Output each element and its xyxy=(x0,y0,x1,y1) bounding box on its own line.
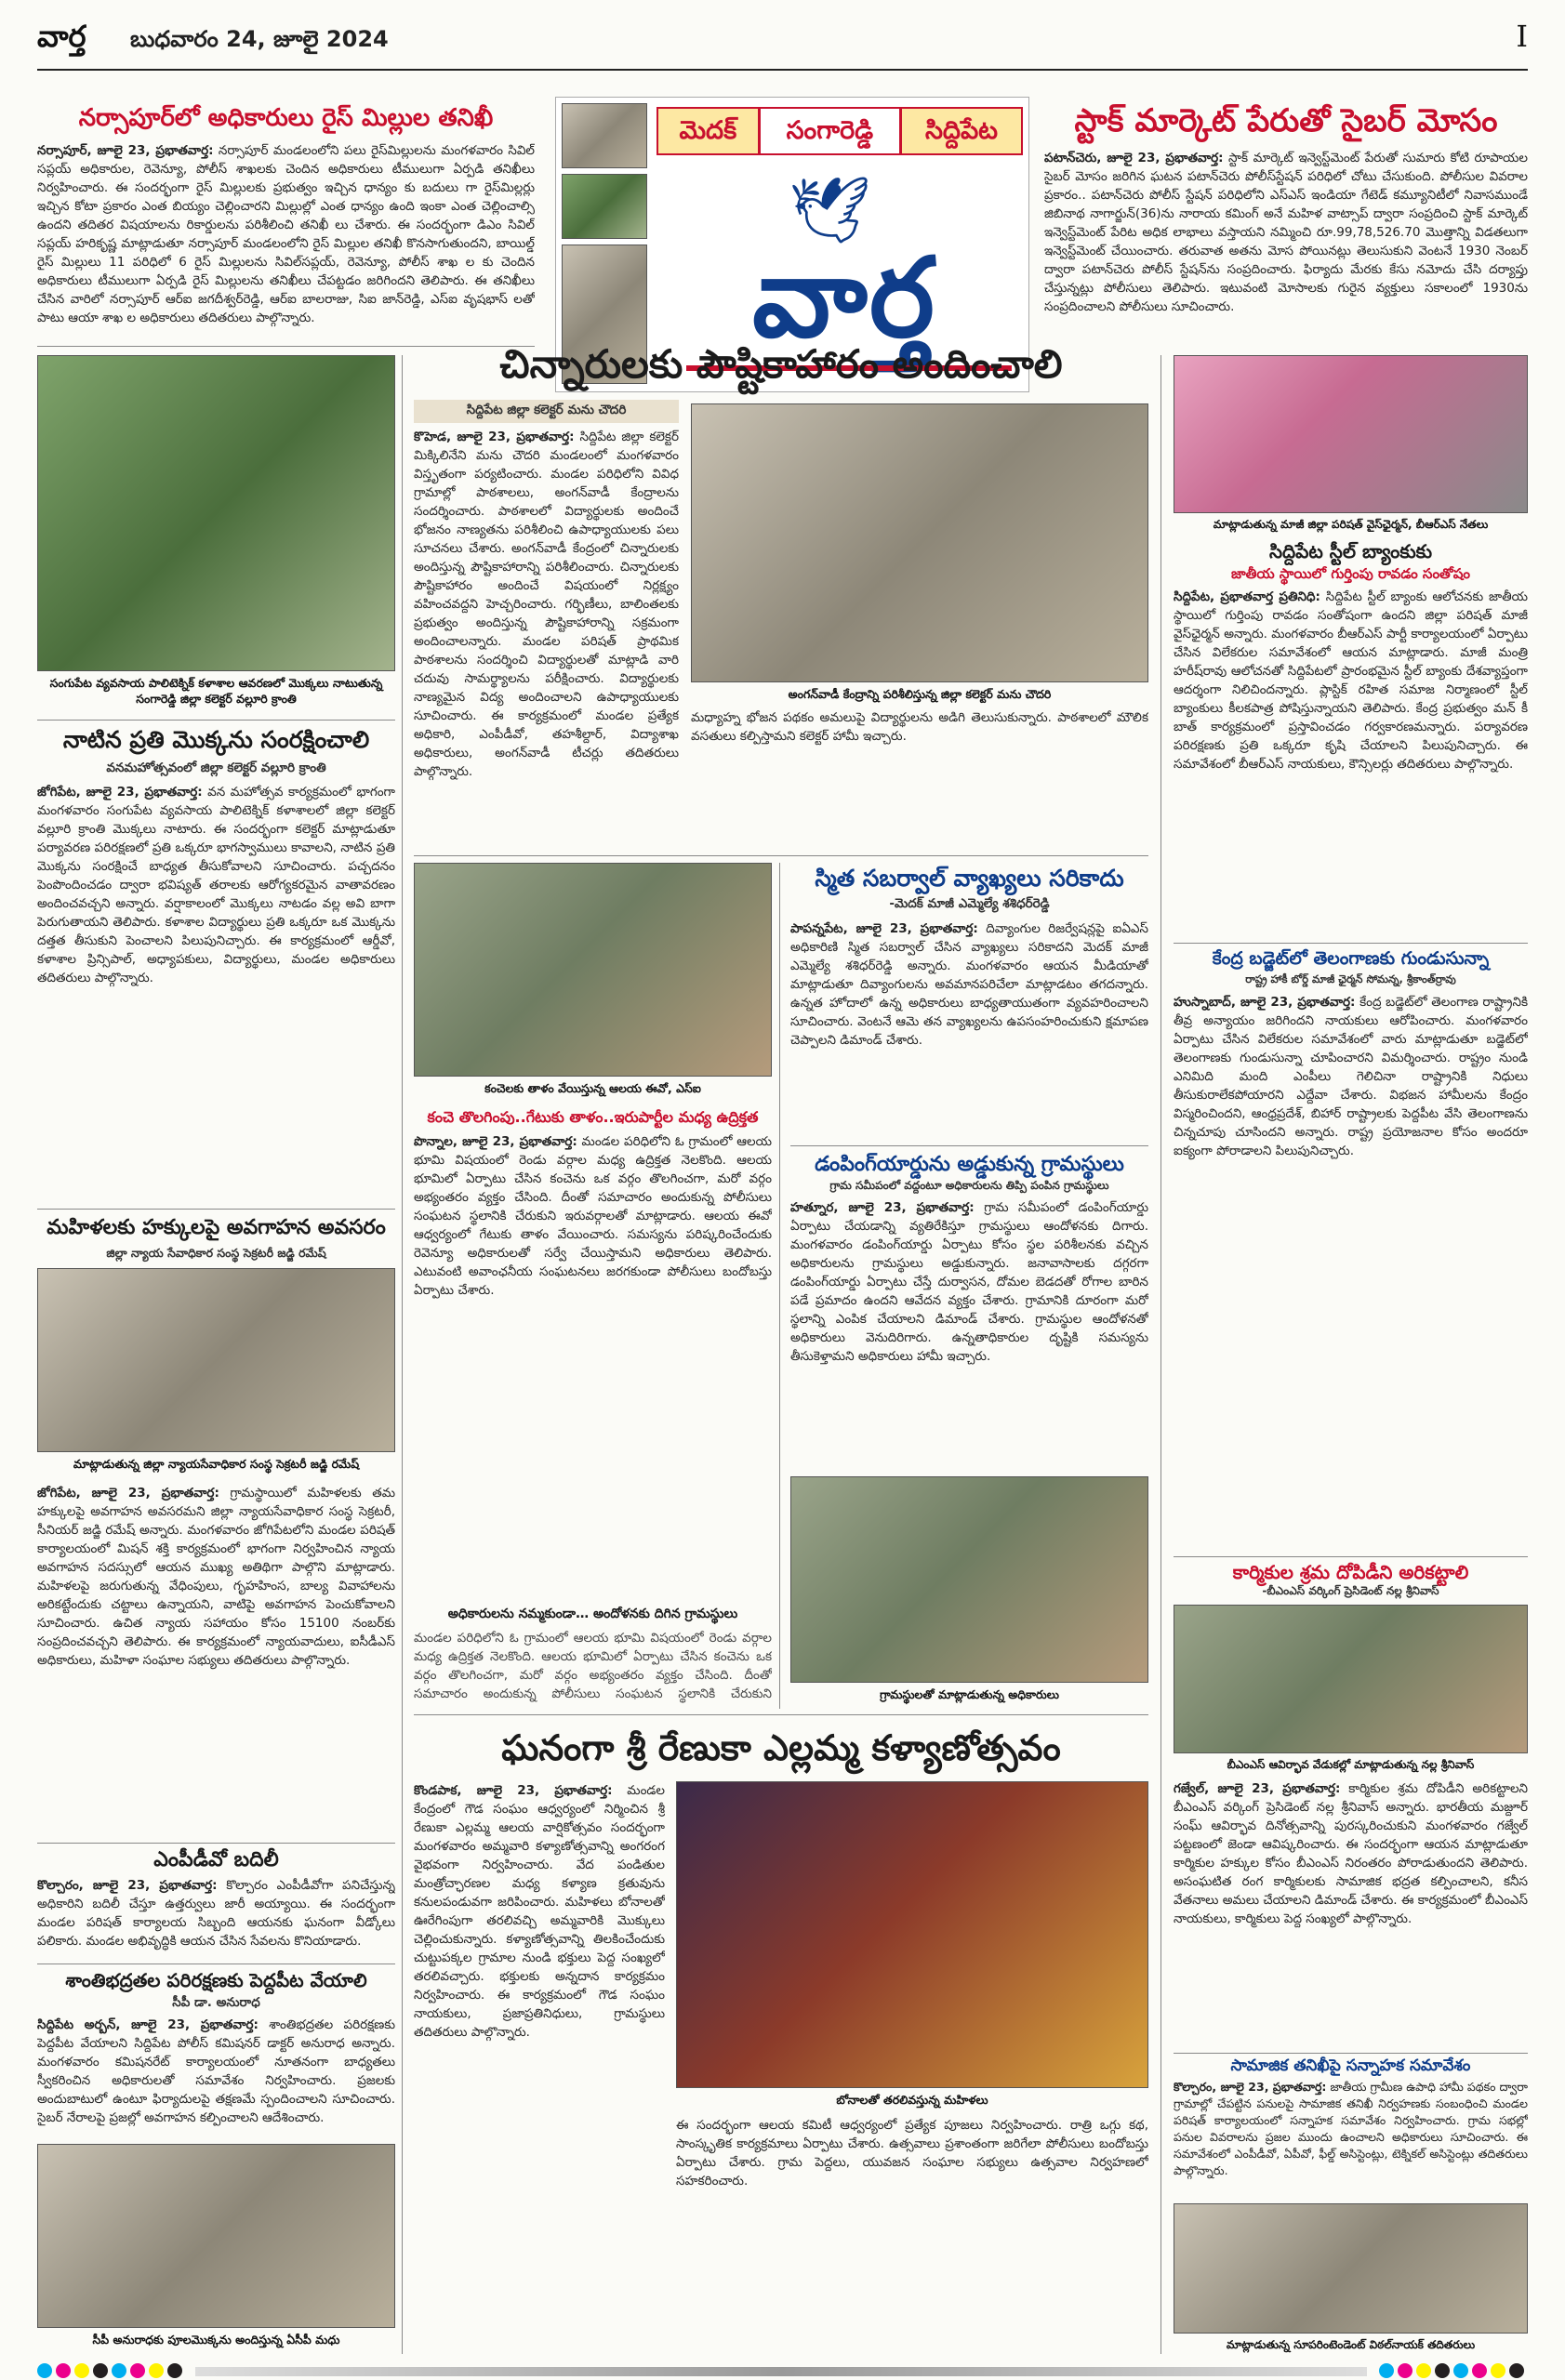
women-photo xyxy=(37,1268,395,1452)
article-body-2: ఈ సందర్భంగా ఆలయ కమిటీ ఆధ్వర్యంలో ప్రత్యేక పూజలు నిర్వహించారు. రాత్రి ఒగ్గు కథ, సాంస్కృతిక కార్యక్రమాలు ఏర్పాటు చేశారు. ఉత్సవాలు ప్రశాంతంగా జరిగేలా పోలీసులు బందోబస్తు ఏర్పాటు చేశారు. గ్రామ పెద్దలు, యువజన సంఘాల సభ్యులు ఉత్సవాల నిర్వహణలో సహకరించారు. xyxy=(676,2118,1148,2188)
center-rule-2 xyxy=(790,1145,1148,1146)
dumping-headline: డంపింగ్‌యార్డును అడ్డుకున్న గ్రామస్థులు xyxy=(815,1153,1124,1176)
tag-medak: మెదక్ xyxy=(658,109,758,153)
right-column xyxy=(1174,355,1528,2359)
article-body: కొల్చారం ఎంపీడీవోగా పనిచేస్తున్న అధికారిని బదిలీ చేస్తూ ఉత్తర్వులు జారీ అయ్యాయి. ఈ సందర్భంగా మండల పరిషత్ కార్యాలయ సిబ్బంది ఆయనకు ఘనంగా వీడ్కోలు పలికారు. మండల అభివృద్ధికి ఆయన చేసిన సేవలను కొనియాడారు. xyxy=(37,1878,395,1949)
dumping-subhead: గ్రామ సమీపంలో వద్దంటూ అధికారులను తిప్పి పంపిన గ్రామస్థులు xyxy=(829,1179,1109,1192)
article-body: మండల కేంద్రంలో గౌడ సంఘం ఆధ్వర్యంలో నిర్మించిన శ్రీ రేణుకా ఎల్లమ్మ ఆలయ వార్షికోత్సవం సందర్భంగా మంగళవారం అమ్మవారి కళ్యాణోత్సవాన్ని అంగరంగ వైభవంగా నిర్వహించారు. వేద పండితుల మంత్రోచ్ఛారణల మధ్య కళ్యాణ క్రతువును కనులపండువగా జరిపించారు. మహిళలు బోనాలతో ఊరేగింపుగా తరలివచ్చి అమ్మవారికి మొక్కులు చెల్లించుకున్నారు. కళ్యాణోత్సవాన్ని తిలకించేందుకు చుట్టుపక్కల గ్రామాల నుండి భక్తులు పెద్ద సంఖ్యలో తరలివచ్చారు. భక్తులకు అన్నదాన కార్యక్రమం నిర్వహించారు. ఈ కార్యక్రమంలో గౌడ సంఘం నాయకులు, ప్రజాప్రతినిధులు, గ్రామస్థులు తదితరులు పాల్గొన్నారు. xyxy=(414,1783,665,2040)
article-body: సిద్దిపేట స్టీల్ బ్యాంకు ఆలోచనకు జాతీయ స్థాయిలో గుర్తింపు రావడం సంతోషంగా ఉందని జిల్లా పరిషత్ మాజీ వైస్‌ఛైర్మన్ అన్నారు. మంగళవారం బీఆర్ఎస్ పార్టీ కార్యాలయంలో ఏర్పాటు చేసిన విలేకరుల సమావేశంలో ఆయన మాట్లాడారు. మాజీ మంత్రి హరీష్‌రావు ఆలోచనతో సిద్దిపేటలో ప్రారంభమైన స్టీల్ బ్యాంకు దేశవ్యాప్తంగా ఆదర్శంగా నిలిచిందన్నారు. ప్లాస్టిక్ రహిత సమాజ నిర్మాణంలో స్టీల్ బ్యాంకులు కీలకపాత్ర పోషిస్తున్నాయని తెలిపారు. కేంద్ర ప్రభుత్వం మన్ కీ బాత్ కార్యక్రమంలో ప్రస్తావించడం గర్వకారణమన్నారు. పర్యావరణ పరిరక్షణకు ప్రతి ఒక్కరూ కృషి చేయాలని పిలుపునిచ్చారు. ఈ సమావేశంలో బీఆర్ఎస్ నాయకులు, కౌన్సిలర్లు తదితరులు పాల్గొన్నారు. xyxy=(1174,589,1528,772)
fence-subhead-2: అధికారులను నమ్మకుండా… అందోళనకు దిగిన గ్రామస్థులు xyxy=(447,1606,738,1621)
dumping-photo-caption: గ్రామస్థులతో మాట్లాడుతున్న అధికారులు xyxy=(880,1687,1059,1701)
brs-headline-2: జాతీయ స్థాయిలో గుర్తింపు రావడం సంతోషం xyxy=(1230,565,1470,582)
article-body: దివ్యాంగుల రిజర్వేషన్లపై ఐఏఎస్ అధికారిణి స్మిత సబర్వాల్ చేసిన వ్యాఖ్యలు సరికాదని మెదక్ మాజీ ఎమ్మెల్యే శశిధర్‌రెడ్డి అన్నారు. మంగళవారం ఆయన మీడియాతో మాట్లాడుతూ దివ్యాంగులను అవమానపరిచేలా మాట్లాడటం తగదన్నారు. ఉన్నత హోదాలో ఉన్న అధికారులు బాధ్యతాయుతంగా వ్యవహరించాలని సూచించారు. వెంటనే ఆమె తన వ్యాఖ్యలను ఉపసంహరించుకుని క్షమాపణ చెప్పాలని డిమాండ్ చేశారు. xyxy=(790,921,1148,1048)
article-body: మండల పరిధిలోని ఓ గ్రామంలో ఆలయ భూమి విషయంలో రెండు వర్గాల మధ్య ఉద్రిక్తత నెలకొంది. ఆలయ భూమిలో ఏర్పాటు చేసిన కంచెను ఒక వర్గం తొలగించగా, మరో వర్గం అభ్యంతరం వ్యక్తం చేసింది. దీంతో సమాచారం అందుకున్న పోలీసులు సంఘటన స్థలానికి చేరుకుని ఇరువర్గాలతో మాట్లాడారు. ఆలయ ఈవో ఆధ్వర్యంలో గేటుకు తాళం వేయించారు. సమస్యను పరిష్కరించేందుకు రెవెన్యూ అధికారులతో సర్వే చేయిస్తామని అధికారులు తెలిపారు. ఎటువంటి అవాంఛనీయ సంఘటనలు జరగకుండా పోలీసులు బందోబస్తు ఏర్పాటు చేశారు. xyxy=(414,1134,772,1298)
black-dot xyxy=(1435,2363,1450,2378)
social-photo-caption: మాట్లాడుతున్న సూపరింటెండెంట్ విఠల్‌నాయక్ తదితరులు xyxy=(1226,2338,1476,2351)
article-body: జాతీయ గ్రామీణ ఉపాధి హామీ పథకం ద్వారా గ్రామాల్లో చేపట్టిన పనులపై సామాజిక తనిఖీ నిర్వహణకు సంబంధించి మండల పరిషత్ కార్యాలయంలో సన్నాహక సమావేశం నిర్వహించారు. గ్రామ సభల్లో పనుల వివరాలను ప్రజల ముందు ఉంచాలని అధికారులు సూచించారు. ఈ సమావేశంలో ఎంపీడీవో, ఏపీవో, ఫీల్డ్ అసిస్టెంట్లు, టెక్నికల్ అసిస్టెంట్లు తదితరులు పాల్గొన్నారు. xyxy=(1174,2080,1528,2177)
center-rule-1 xyxy=(414,855,1148,856)
registration-dots-left xyxy=(37,2363,186,2380)
dateline: పటాన్‌చెరు, జూలై 23, ప్రభాతవార్త: xyxy=(1044,151,1224,165)
renuka-photo-caption: బోనాలతో తరలివస్తున్న మహిళలు xyxy=(836,2093,988,2107)
header-rule xyxy=(37,69,1528,71)
tag-siddipet: సిద్దిపేట xyxy=(902,109,1021,153)
subhead: సిద్దిపేట జిల్లా కలెక్టర్ మను చౌదరి xyxy=(414,400,679,423)
dove-icon: 🕊 xyxy=(789,172,871,248)
law-photo xyxy=(37,2144,395,2328)
magenta-dot xyxy=(56,2363,71,2378)
footer-color-bar xyxy=(37,2363,1528,2380)
grey-bar xyxy=(195,2367,1367,2376)
rule xyxy=(1174,943,1528,944)
social-headline: సామాజిక తనిఖీపై సన్నాహక సమావేశం xyxy=(1230,2056,1471,2075)
magenta-dot xyxy=(1398,2363,1412,2378)
smita-subhead: -మెదక్ మాజీ ఎమ్మెల్యే శశిధర్‌రెడ్డి xyxy=(889,896,1050,911)
black-dot xyxy=(1509,2363,1524,2378)
rule xyxy=(37,1843,395,1844)
law-subhead: సీపీ డా. అనురాధ xyxy=(172,1995,260,2010)
headline: చిన్నారులకు పౌష్టికాహారం అందించాలి xyxy=(499,341,1063,387)
cyan-dot xyxy=(37,2363,52,2378)
brs-photo xyxy=(1174,355,1528,513)
fence-headline: కంచె తొలగింపు..గేటుకు తాళం..ఇరుపార్టీల మధ్య ఉద్రిక్తత xyxy=(427,1108,759,1126)
dateline: పొన్నాల, జూలై 23, ప్రభాతవార్త: xyxy=(414,1134,577,1149)
nutrition-photo-caption: అంగన్‌వాడీ కేంద్రాన్ని పరిశీలిస్తున్న జిల్లా కలెక్టర్ మను చౌదరి xyxy=(788,687,1052,701)
dateline: కొండపాక, జూలై 23, ప్రభాతవార్త: xyxy=(414,1783,613,1798)
brs-headline: సిద్దిపేట స్టీల్ బ్యాంకుకు xyxy=(1269,540,1432,562)
magenta-dot xyxy=(1472,2363,1487,2378)
plants-photo xyxy=(37,355,395,671)
dateline: కొహెడ, జూలై 23, ప్రభాతవార్త: xyxy=(414,430,575,444)
dateline: సిద్దిపేట, ప్రభాతవార్త ప్రతినిధి: xyxy=(1174,589,1320,604)
dateline: పాపన్నపేట, జూలై 23, ప్రభాతవార్త: xyxy=(790,921,978,936)
renuka-photo xyxy=(676,1781,1148,2088)
plants-subhead: వనమహోత్సవంలో జిల్లా కలెక్టర్ వల్లూరి క్రాంతి xyxy=(106,760,326,775)
article-body: గ్రామస్థాయిలో మహిళలకు తమ హక్కులపై అవగాహన అవసరమని జిల్లా న్యాయసేవాధికార సంస్థ సెక్రటరీ, సీనియర్ జడ్జి రమేష్ అన్నారు. మంగళవారం జోగిపేటలోని మండల పరిషత్ కార్యాలయంలో మిషన్ శక్తి కార్యక్రమంలో భాగంగా నిర్వహించిన న్యాయ అవగాహన సదస్సులో ఆయన ముఖ్య అతిథిగా పాల్గొని మాట్లాడారు. మహిళలపై జరుగుతున్న వేధింపులు, గృహహింస, బాల్య వివాహాలను అరికట్టేందుకు చట్టాలు ఉన్నాయని, వాటిపై అవగాహన పెంచుకోవాలని సూచించారు. ఉచిత న్యాయ సహాయం కోసం 15100 నంబర్‌కు సంప్రదించవచ్చని తెలిపారు. ఈ కార్యక్రమంలో న్యాయవాదులు, ఐసీడీఎస్ అధికారులు, మహిళా సంఘాల సభ్యులు తదితరులు పాల్గొన్నారు. xyxy=(37,1486,395,1668)
yellow-dot xyxy=(149,2363,164,2378)
brs-photo-caption: మాట్లాడుతున్న మాజీ జిల్లా పరిషత్ వైస్‌ఛైర్మన్, బీఆర్ఎస్ నేతలు xyxy=(1213,518,1489,531)
story-renuka xyxy=(414,1720,1148,2357)
story-smita xyxy=(790,863,1148,1142)
left-column xyxy=(37,355,395,2359)
page-header xyxy=(37,17,1528,69)
rule xyxy=(1174,1556,1528,1557)
masthead-small: వార్త xyxy=(37,19,86,54)
dateline: జోగిపేట, జూలై 23, ప్రభాతవార్త: xyxy=(37,1486,219,1501)
column-rule-2 xyxy=(779,863,780,1709)
women-photo-caption: మాట్లాడుతున్న జిల్లా న్యాయసేవాధికార సంస్థ సెక్రటరీ జడ్జి రమేష్ xyxy=(73,1457,360,1471)
nutrition-photo xyxy=(691,403,1148,682)
renuka-headline: ఘనంగా శ్రీ రేణుకా ఎల్లమ్మ కళ్యాణోత్సవం xyxy=(501,1727,1061,1768)
article-body: స్టాక్ మార్కెట్ ఇన్వెస్ట్‌మెంట్ పేరుతో సుమారు కోటి రూపాయల సైబర్ మోసం జరిగిన ఘటన పటాన్‌చెరు పోలీస్‌స్టేషన్ పరిధిలో చోటు చేసుకుంది. పోలీసుల వివరాల ప్రకారం.. పటాన్‌చెరు పోలీస్ స్టేషన్ పరిధిలోని ఎస్‌ఎస్ ఇండియా గేటెడ్ కమ్యూనిటీలో నివాసముండే జిబి‌నాథ నాగార్జున్(36)ను నారాయ కమింగ్ అనే మహిళ వాట్సాప్ ద్వారా సంప్రదించి స్టాక్ మార్కెట్ ఇన్వెస్ట్‌మెంట్ పేరిట అధిక లాభాలు వస్తాయని నమ్మించి రూ.99,78,526.70 మొత్తాన్ని విడతలుగా ఇన్వెస్ట్‌మెంట్ చేయించారు. తరువాత అతను మోస పోయినట్లు తెలుసుకుని వెంటనే 1930 నెంబర్ ద్వారా పటాన్‌చెరు పోలీస్ స్టేషన్‌ను సంప్రదించారు. ఫిర్యాదు మేరకు కేసు నమోదు చేసి దర్యాప్తు చేస్తున్నట్లు పోలీసులు తెలిపారు. ఇటువంటి మోసాలకు గురైన వ్యక్తులు సకాలంలో 1930ను సంప్రదించాలని పోలీసులు సూచించారు. xyxy=(1044,151,1528,314)
yellow-dot xyxy=(1416,2363,1431,2378)
column-rule-1 xyxy=(402,355,403,2354)
page-dateline: బుధవారం 24, జూలై 2024 xyxy=(130,26,389,52)
plants-photo-caption: సంగుపేట వ్యవసాయ పాలిటెక్నిక్ కళాశాల ఆవరణలో మొక్కలు నాటుతున్న సంగారెడ్డి జిల్లా కలెక్టర్ వల్లూరి క్రాంతి xyxy=(49,676,383,706)
smita-headline: స్మిత సబర్వాల్ వ్యాఖ్యలు సరికాదు xyxy=(815,865,1124,892)
story-nutrition xyxy=(414,337,1148,857)
temple-photo-1 xyxy=(562,103,647,168)
brand-logo: వార్త xyxy=(752,233,936,362)
page-number: I xyxy=(1516,19,1528,54)
tag-sangareddy: సంగారెడ్డి xyxy=(758,109,902,153)
center-rule-3 xyxy=(414,1714,1148,1715)
dateline: హత్నూర, జూలై 23, ప్రభాతవార్త: xyxy=(790,1200,975,1215)
article-body: కార్మికుల శ్రమ దోపిడీని అరికట్టాలని బీఎంఎస్ వర్కింగ్ ప్రెసిడెంట్ నల్ల శ్రీనివాస్ అన్నారు. భారతీయ మజ్దూర్ సంఘ్ ఆవిర్భావ దినోత్సవాన్ని పురస్కరించుకుని మంగళవారం గజ్వేల్ పట్టణంలో జెండా ఆవిష్కరించారు. ఈ సందర్భంగా ఆయన మాట్లాడుతూ కార్మికుల హక్కుల కోసం బీఎంఎస్ నిరంతరం పోరాడుతుందని తెలిపారు. అసంఘటిత రంగ కార్మికులకు సామాజిక భద్రత కల్పించాలని, కనీస వేతనాలు అమలు చేయాలని డిమాండ్ చేశారు. ఈ కార్యక్రమంలో బీఎంఎస్ నాయకులు, కార్మికులు పెద్ద సంఖ్యలో పాల్గొన్నారు. xyxy=(1174,1781,1528,1926)
yellow-dot xyxy=(1491,2363,1505,2378)
article-body: సిద్దిపేట జిల్లా కలెక్టర్ మిక్కిలినేని మను చౌదరి మండలంలో మంగళవారం విస్తృతంగా పర్యటించారు. మండల పరిధిలోని వివిధ గ్రామాల్లో పాఠశాలలు, అంగన్‌వాడీ కేంద్రాలను సందర్శించారు. పాఠశాలలో విద్యార్థులకు అందించే భోజనం నాణ్యతను పరిశీలించి ఉపాధ్యాయులకు పలు సూచనలు చేశారు. అంగన్‌వాడీ కేంద్రంలో చిన్నారులకు అందిస్తున్న పౌష్టికాహారాన్ని పరిశీలించారు. చిన్నారులకు పౌష్టికాహారం అందించే విషయంలో నిర్లక్ష్యం వహించవద్దని హెచ్చరించారు. గర్భిణీలు, బాలింతలకు ప్రభుత్వం అందిస్తున్న పౌష్టికాహారాన్ని సక్రమంగా అందించాలన్నారు. మండల పరిషత్ ప్రాథమిక పాఠశాలను సందర్శించి విద్యార్థులతో మాట్లాడి వారి చదువు సామర్థ్యాలను పరీక్షించారు. విద్యార్థులకు నాణ్యమైన విద్య అందించాలని ఉపాధ్యాయులకు సూచించారు. ఈ కార్యక్రమంలో మండల ప్రత్యేక అధికారి, ఎంపీడీవో, తహశీల్దార్, విద్యాశాఖ అధికారులు, అంగన్‌వాడీ టీచర్లు తదితరులు పాల్గొన్నారు. xyxy=(414,430,679,779)
law-photo-caption: సీపీ అనురాధకు పూలమొక్కను అందిస్తున్న ఏసీపీ మధు xyxy=(92,2333,340,2347)
rule xyxy=(37,720,395,721)
story-fence xyxy=(414,863,772,1709)
dateline: సిద్దిపేట అర్బన్, జూలై 23, ప్రభాతవార్త: xyxy=(37,2017,259,2032)
article-tail: మధ్యాహ్న భోజన పథకం అమలుపై విద్యార్థులను అడిగి తెలుసుకున్నారు. పాఠశాలలో మౌలిక వసతులు కల్పిస్తామని కలెక్టర్ హామీ ఇచ్చారు. xyxy=(691,710,1148,744)
women-headline: మహిళలకు హక్కులపై అవగాహన అవసరం xyxy=(46,1216,386,1239)
article-body: కేంద్ర బడ్జెట్‌లో తెలంగాణ రాష్ట్రానికి తీవ్ర అన్యాయం జరిగిందని నాయకులు ఆరోపించారు. మంగళవారం ఏర్పాటు చేసిన విలేకరుల సమావేశంలో వారు మాట్లాడుతూ బడ్జెట్‌లో తెలంగాణకు గుండుసున్నా చూపించారని విమర్శించారు. రాష్ట్రం నుండి ఎనిమిది మంది ఎంపీలు గెలిచినా రాష్ట్రానికి నిధులు తీసుకురాలేకపోయారని ఎద్దేవా చేశారు. విభజన హామీలను కేంద్రం విస్మరించిందని, ఆంధ్రప్రదేశ్, బిహార్ రాష్ట్రాలకు పెద్దపీట వేసి తెలంగాణను చిన్నచూపు చూసిందని అన్నారు. రాష్ట్ర ప్రయోజనాల కోసం అందరూ ఐక్యంగా పోరాడాలని పిలుపునిచ్చారు. xyxy=(1174,995,1528,1158)
dateline: హుస్నాబాద్, జూలై 23, ప్రభాతవార్త: xyxy=(1174,995,1356,1010)
rule xyxy=(1174,2053,1528,2054)
headline: నర్సాపూర్‌లో అధికారులు రైస్ మిల్లుల తనిఖీ xyxy=(78,104,494,132)
headline: స్టాక్ మార్కెట్ పేరుతో సైబర్ మోసం xyxy=(1074,102,1498,139)
dateline: జోగిపేట, జూలై 23, ప్రభాతవార్త: xyxy=(37,785,203,800)
labour-headline: కార్మికుల శ్రమ దోపిడీని అరికట్టాలి xyxy=(1232,1561,1469,1583)
cyan-dot xyxy=(1453,2363,1468,2378)
yellow-dot xyxy=(74,2363,89,2378)
dateline: నర్సాపూర్, జూలై 23, ప్రభాతవార్త: xyxy=(37,143,214,158)
dumping-photo xyxy=(790,1476,1148,1683)
article-body: నర్సాపూర్ మండలంలోని పలు రైస్‌మిల్లులను మంగళవారం సివిల్ సప్లయ్ అధికారుల, రెవెన్యూ, పోలీస్ శాఖలకు చెందిన అధికారులు టీములుగా ఏర్పడి తనిఖీలు నిర్వహించారు. ఈ సందర్భంగా రైస్ మిల్లులకు ప్రభుత్వం ఇచ్చిన ధాన్యం కు బదులు గా రైస్‌మిల్లర్లు ఇచ్చిన కోటా ప్రకారం ఎంత బియ్యం చెల్లించారని మిల్లుల్లో ఎంత ధాన్యం ఉంది ఇంకా ఎంత చెల్లించాల్సి ఉందని తదితర విషయాలను రికార్డులను పరిశీలించి తనిఖీ లు చేశారు. ఈ సందర్భంగా డిఎం సివిల్ సప్లయ్ హరికృష్ణ మాట్లాడుతూ నర్సాపూర్ మండలంలోని రైస్ మిల్లుల తనిఖీ కొనసాగుతుందని, బాయిల్డ్ రైస్ మిల్లులు 11 పరిధిలో 6 రైస్ మిల్లులను సివిల్‌సప్లయ్, రెవెన్యూ, పోలీస్ శాఖ ల కు చెందిన అధికారులు టీములుగా ఏర్పడి రైస్ మిల్లులను తనిఖీలు చేపట్టడం జరిగిందని తెలిపారు. ఈ తనిఖీలు చేసిన వారిలో నర్సాపూర్ ఆర్ఐ జగదీశ్వర్‌రెడ్డి, ఆర్ఐ బాలరాజు, సిఐ జాన్‌రెడ్డి, ఎస్ఐ వృషభాస్ లతో పాటు ఆయా శాఖ ల అధికారులు తదితరులు పాల్గొన్నారు. xyxy=(37,143,535,325)
article-body-continued: మండల పరిధిలోని ఓ గ్రామంలో ఆలయ భూమి విషయంలో రెండు వర్గాల మధ్య ఉద్రిక్తత నెలకొంది. ఆలయ భూమిలో ఏర్పాటు చేసిన కంచెను ఒక వర్గం తొలగించగా, మరో వర్గం అభ్యంతరం వ్యక్తం చేసింది. దీంతో సమాచారం అందుకున్న పోలీసులు సంఘటన స్థలానికి చేరుకుని xyxy=(414,1631,772,1701)
labour-photo-caption: బీఎంఎస్ ఆవిర్భావ వేడుకల్లో మాట్లాడుతున్న నల్ల శ్రీనివాస్ xyxy=(1227,1758,1475,1771)
district-tags xyxy=(657,107,1023,155)
article-body: వన మహోత్సవ కార్యక్రమంలో భాగంగా మంగళవారం సంగుపేట వ్యవసాయ పాలిటెక్నిక్ కళాశాలలో జిల్లా కలెక్టర్ వల్లూరి క్రాంతి మొక్కలు నాటారు. ఈ సందర్భంగా కలెక్టర్ మాట్లాడుతూ పర్యావరణ పరిరక్షణలో ప్రతి ఒక్కరూ భాగస్వాములు కావాలని, నాటిన ప్రతి మొక్కను సంరక్షించే బాధ్యత తీసుకోవాలని సూచించారు. పచ్చదనం పెంపొందించడం ద్వారా భవిష్యత్ తరాలకు ఆరోగ్యకరమైన వాతావరణం అందించవచ్చని అన్నారు. వర్షాకాలంలో మొక్కలు నాటడం వల్ల అవి బాగా పెరుగుతాయని తెలిపారు. కళాశాల విద్యార్థులు ప్రతి ఒక్కరూ ఒక మొక్కను దత్తత తీసుకుని పెంచాలని పిలుపునిచ్చారు. ఈ కార్యక్రమంలో ఆర్డీవో, కళాశాల ప్రిన్సిపాల్, అధ్యాపకులు, విద్యార్థులు, మండల అధికారులు తదితరులు పాల్గొన్నారు. xyxy=(37,785,395,985)
story-dumping xyxy=(790,1151,1148,1709)
women-subhead: జిల్లా న్యాయ సేవాధికార సంస్థ సెక్రటరీ జడ్జి రమేష్ xyxy=(106,1246,326,1260)
black-dot xyxy=(93,2363,108,2378)
registration-dots-right xyxy=(1379,2363,1528,2380)
plants-headline: నాటిన ప్రతి మొక్కను సంరక్షించాలి xyxy=(62,726,370,753)
fence-photo xyxy=(414,863,772,1077)
dateline: గజ్వేల్, జూలై 23, ప్రభాతవార్త: xyxy=(1174,1781,1341,1796)
rule xyxy=(37,1209,395,1210)
black-dot xyxy=(167,2363,182,2378)
cyan-dot xyxy=(112,2363,126,2378)
budget-subhead: రాష్ట్ర హాకీ బోర్డ్ మాజీ ఛైర్మన్ సోమన్న, శ్రీకాంత్‌ర్రావు xyxy=(1245,972,1456,985)
mpdo-headline: ఎంపీడీవో బదిలీ xyxy=(153,1848,279,1871)
labour-photo xyxy=(1174,1605,1528,1753)
magenta-dot xyxy=(130,2363,145,2378)
labour-subhead: -బీఎంఎస్ వర్కింగ్ ప్రెసిడెంట్ నల్ల శ్రీనివాస్ xyxy=(1262,1584,1439,1597)
article-body: శాంతిభద్రతల పరిరక్షణకు పెద్దపీట వేయాలని సిద్దిపేట పోలీస్ కమిషనర్ డాక్టర్ అనురాధ అన్నారు. మంగళవారం కమిషనరేట్ కార్యాలయంలో నూతనంగా బాధ్యతలు స్వీకరించిన అధికారులతో సమావేశం నిర్వహించారు. ప్రజలకు అందుబాటులో ఉంటూ ఫిర్యాదులపై తక్షణమే స్పందించాలని సూచించారు. సైబర్ నేరాలపై ప్రజల్లో అవగాహన కల్పించాలని ఆదేశించారు. xyxy=(37,2017,395,2125)
dateline: కొల్చారం, జూలై 23, ప్రభాతవార్త: xyxy=(1174,2080,1327,2094)
dateline: కొల్చారం, జూలై 23, ప్రభాతవార్త: xyxy=(37,1878,218,1893)
column-rule-3 xyxy=(1160,355,1161,2354)
social-photo xyxy=(1174,2203,1528,2334)
article-body: గ్రామ సమీపంలో డంపింగ్‌యార్డు ఏర్పాటు చేయడాన్ని వ్యతిరేకిస్తూ గ్రామస్థులు ఆందోళనకు దిగారు. మంగళవారం డంపింగ్‌యార్డు ఏర్పాటు కోసం స్థల పరిశీలనకు వచ్చిన అధికారులను గ్రామస్థులు అడ్డుకున్నారు. జనావాసాలకు దగ్గరగా డంపింగ్‌యార్డు ఏర్పాటు చేస్తే దుర్వాసన, దోమల బెడదతో రోగాల బారిన పడే ప్రమాదం ఉందని ఆవేదన వ్యక్తం చేశారు. గ్రామానికి దూరంగా మరో స్థలాన్ని ఎంపిక చేయాలని డిమాండ్ చేశారు. గ్రామస్థుల ఆందోళనతో అధికారులు వెనుదిరిగారు. ఉన్నతాధికారుల దృష్టికి సమస్యను తీసుకెళ్తామని అధికారులు హామీ ఇచ్చారు. xyxy=(790,1200,1148,1364)
cyan-dot xyxy=(1379,2363,1394,2378)
campus-photo xyxy=(562,174,647,239)
law-headline: శాంతిభద్రతల పరిరక్షణకు పెద్దపీట వేయాలి xyxy=(65,1969,367,1991)
budget-headline: కేంద్ర బడ్జెట్‌లో తెలంగాణకు గుండుసున్నా xyxy=(1212,948,1490,969)
fence-photo-caption: కంచెలకు తాళం వేయిస్తున్న ఆలయ ఈవో, ఎస్ఐ xyxy=(484,1081,701,1095)
